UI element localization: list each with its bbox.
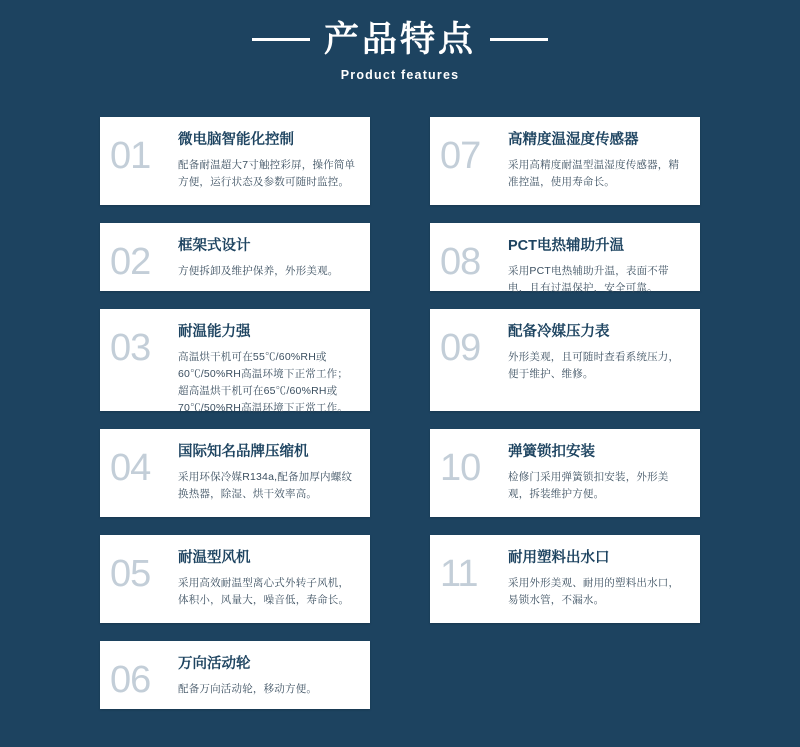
feature-body bbox=[176, 655, 358, 698]
feature-body bbox=[506, 131, 688, 191]
feature-description: 方便拆卸及维护保养，外形美观。 bbox=[178, 264, 339, 277]
feature-body bbox=[176, 131, 358, 191]
feature-number: 04 bbox=[110, 447, 151, 489]
feature-heading: 耐温型风机 bbox=[178, 550, 251, 566]
feature-number: 08 bbox=[440, 241, 481, 283]
feature-heading: 高精度温湿度传感器 bbox=[508, 132, 639, 148]
feature-number: 05 bbox=[110, 553, 151, 595]
feature-heading: 万向活动轮 bbox=[178, 656, 251, 672]
feature-body bbox=[506, 443, 688, 503]
feature-heading: 微电脑智能化控制 bbox=[178, 132, 294, 148]
feature-heading: 耐温能力强 bbox=[178, 324, 251, 340]
page-title: 产品特点 bbox=[323, 20, 476, 59]
feature-heading: PCT电热辅助升温 bbox=[508, 238, 624, 254]
feature-description: 检修门采用弹簧锁扣安装，外形美观，拆装维护方便。 bbox=[508, 470, 669, 500]
title-rule-left bbox=[252, 38, 310, 41]
feature-card-06 bbox=[100, 641, 370, 709]
feature-heading: 弹簧锁扣安装 bbox=[508, 444, 595, 460]
feature-body bbox=[176, 549, 358, 609]
feature-description: 采用外形美观、耐用的塑料出水口，易锁水管，不漏水。 bbox=[508, 576, 680, 606]
feature-description: 采用高精度耐温型温湿度传感器，精准控温，使用寿命长。 bbox=[508, 158, 680, 188]
feature-heading: 配备冷媒压力表 bbox=[508, 324, 610, 340]
feature-card-04 bbox=[100, 429, 370, 517]
feature-card-05 bbox=[100, 535, 370, 623]
feature-description: 高温烘干机可在55℃/60%RH或60℃/50%RH高温环境下正常工作；超高温烘干机可在65℃/60%RH或70℃/50%RH高温环境下正常工作。 bbox=[178, 350, 349, 414]
feature-card-02 bbox=[100, 223, 370, 291]
feature-body bbox=[176, 443, 358, 503]
feature-card-09 bbox=[430, 309, 700, 411]
features-column-right bbox=[430, 117, 700, 641]
feature-body bbox=[176, 323, 358, 417]
feature-body bbox=[506, 237, 688, 297]
feature-description: 采用高效耐温型离心式外转子风机，体积小，风量大，噪音低，寿命长。 bbox=[178, 576, 350, 606]
feature-heading: 国际知名品牌压缩机 bbox=[178, 444, 309, 460]
feature-number: 10 bbox=[440, 447, 481, 489]
feature-card-08 bbox=[430, 223, 700, 294]
feature-body bbox=[506, 549, 688, 609]
feature-card-11 bbox=[430, 535, 700, 623]
feature-number: 01 bbox=[110, 135, 151, 177]
feature-number: 03 bbox=[110, 327, 151, 369]
feature-description: 外形美观，且可随时查看系统压力，便于维护、维修。 bbox=[508, 350, 680, 380]
feature-number: 06 bbox=[110, 659, 151, 701]
feature-body bbox=[176, 237, 358, 280]
feature-heading: 耐用塑料出水口 bbox=[508, 550, 610, 566]
feature-description: 采用环保冷媒R134a,配备加厚内螺纹换热器，除湿、烘干效率高。 bbox=[178, 470, 353, 500]
feature-description: 配备耐温超大7寸触控彩屏，操作简单方便，运行状态及参数可随时监控。 bbox=[178, 158, 356, 188]
feature-number: 11 bbox=[440, 553, 478, 595]
feature-number: 09 bbox=[440, 327, 481, 369]
title-rule-right bbox=[490, 38, 548, 41]
feature-number: 02 bbox=[110, 241, 151, 283]
feature-number: 07 bbox=[440, 135, 481, 177]
feature-description: 采用PCT电热辅助升温，表面不带电，且有过温保护，安全可靠。 bbox=[508, 264, 669, 294]
page-header bbox=[0, 0, 800, 82]
features-column-left bbox=[100, 117, 370, 727]
feature-card-03 bbox=[100, 309, 370, 414]
feature-description: 配备万向活动轮，移动方便。 bbox=[178, 682, 318, 695]
feature-card-01 bbox=[100, 117, 370, 205]
feature-card-10 bbox=[430, 429, 700, 517]
feature-card-07 bbox=[430, 117, 700, 205]
feature-heading: 框架式设计 bbox=[178, 238, 251, 254]
title-row bbox=[0, 22, 800, 57]
feature-body bbox=[506, 323, 688, 383]
page-subtitle: Product features bbox=[340, 68, 460, 82]
